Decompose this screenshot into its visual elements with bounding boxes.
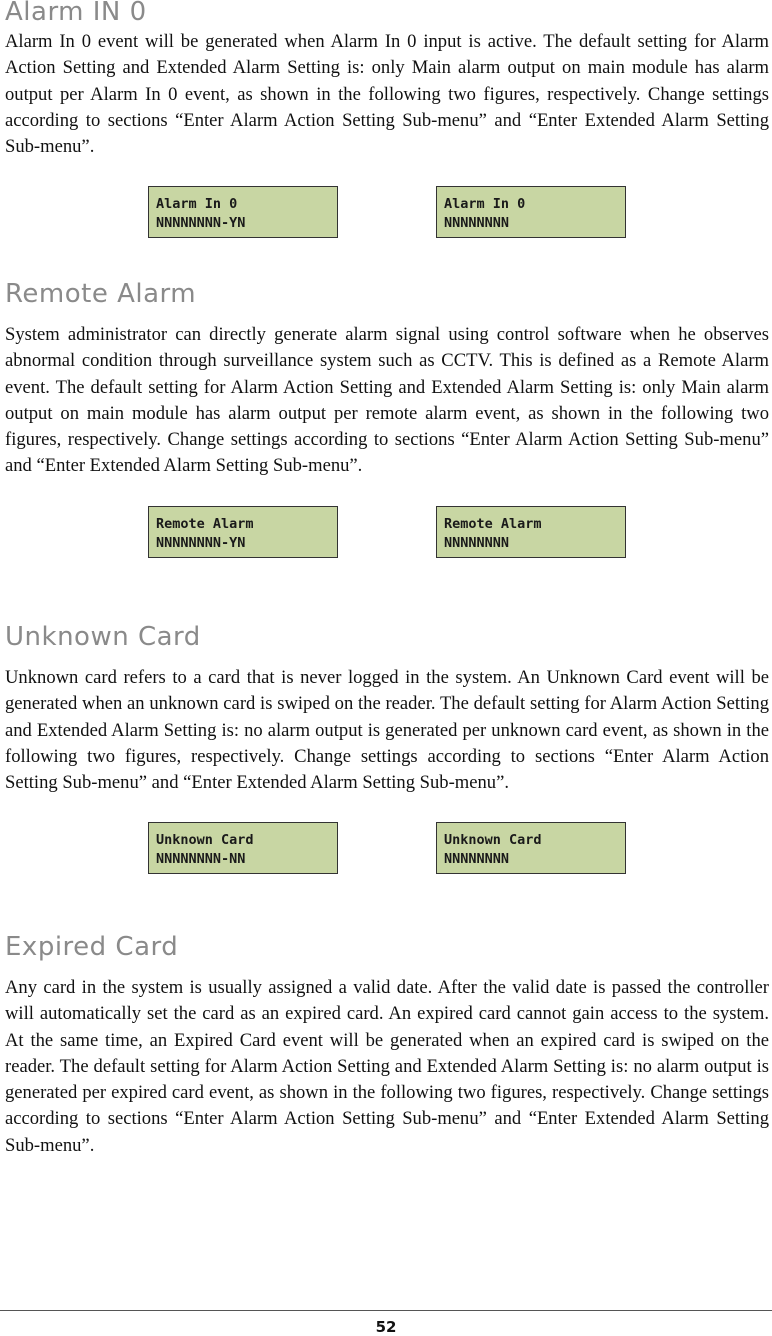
section-paragraph: Any card in the system is usually assigned a valid date. After the valid date is passed the controller will automatically set the card as an expired card. An expired card cannot gain access to the system. At the same time, an Expired Card event will be generated when an expired card is swiped on the reader. The default setting for Alarm Action Setting and Extended Alarm Setting is: no alarm output is generated per expired card event, as shown in the following two figures, respectively. Change settings according to sections “Enter Alarm Action Setting Sub-menu” and “Enter Extended Alarm Setting Sub-menu”. bbox=[5, 977, 769, 1156]
lcd-line-2: NNNNNNNN-NN bbox=[156, 851, 246, 868]
section-paragraph: System administrator can directly generate alarm signal using control software when he observes abnormal condition through surveillance system such as CCTV. This is defined as a Remote Alarm event. The default setting for Alarm Action Setting and Extended Alarm Setting is: only Main alarm output on main module has alarm output per remote alarm event, as shown in the following two figures, respectively. Change settings according to sections “Enter Alarm Action Setting Sub-menu” and “Enter Extended Alarm Setting Sub-menu”. bbox=[5, 324, 769, 477]
section-heading: Alarm IN 0 bbox=[5, 0, 147, 27]
lcd-line-1: Unknown Card bbox=[156, 832, 254, 849]
section-heading: Unknown Card bbox=[5, 622, 201, 652]
page-number: 52 bbox=[375, 1318, 397, 1336]
lcd-line-2: NNNNNNNN bbox=[444, 215, 510, 232]
lcd-line-2: NNNNNNNN bbox=[444, 534, 510, 551]
section-alarm-in-0 bbox=[5, 0, 769, 242]
lcd-figure-row bbox=[5, 186, 769, 242]
lcd-line-2: NNNNNNNN bbox=[444, 851, 510, 868]
lcd-display-extended-alarm bbox=[436, 506, 626, 558]
lcd-figure-row bbox=[5, 822, 769, 878]
section-paragraph: Unknown card refers to a card that is never logged in the system. An Unknown Card event will be generated when an unknown card is swiped on the reader. The default setting for Alarm Action Setting and Extended Alarm Setting is: no alarm output is generated per unknown card event, as shown in the following two figures, respectively. Change settings according to sections “Enter Alarm Action Setting Sub-menu” and “Enter Extended Alarm Setting Sub-menu”. bbox=[5, 667, 769, 794]
section-expired-card bbox=[5, 930, 769, 1159]
section-heading: Expired Card bbox=[5, 932, 179, 962]
section-paragraph: Alarm In 0 event will be generated when Alarm In 0 input is active. The default setting for Alarm Action Setting and Extended Alarm Setting is: only Main alarm output on main module has alarm output per Alarm In 0 event, as shown in the following two figures, respectively. Change settings according to sections “Enter Alarm Action Setting Sub-menu” and “Enter Extended Alarm Setting Sub-menu”. bbox=[5, 31, 769, 158]
lcd-line-1: Remote Alarm bbox=[156, 515, 254, 532]
lcd-line-1: Alarm In 0 bbox=[156, 196, 238, 213]
lcd-display-extended-alarm bbox=[436, 186, 626, 238]
lcd-display-alarm-action bbox=[148, 506, 338, 558]
lcd-line-1: Remote Alarm bbox=[444, 515, 542, 532]
lcd-display-alarm-action bbox=[148, 186, 338, 238]
lcd-line-1: Unknown Card bbox=[444, 832, 542, 849]
lcd-line-2: NNNNNNNN-YN bbox=[156, 215, 246, 232]
lcd-line-2: NNNNNNNN-YN bbox=[156, 534, 246, 551]
footer-divider bbox=[0, 1310, 772, 1311]
section-heading: Remote Alarm bbox=[5, 279, 197, 309]
section-unknown-card bbox=[5, 620, 769, 878]
lcd-display-extended-alarm bbox=[436, 822, 626, 874]
lcd-figure-row bbox=[5, 506, 769, 562]
lcd-line-1: Alarm In 0 bbox=[444, 196, 526, 213]
lcd-display-alarm-action bbox=[148, 822, 338, 874]
section-remote-alarm bbox=[5, 277, 769, 562]
